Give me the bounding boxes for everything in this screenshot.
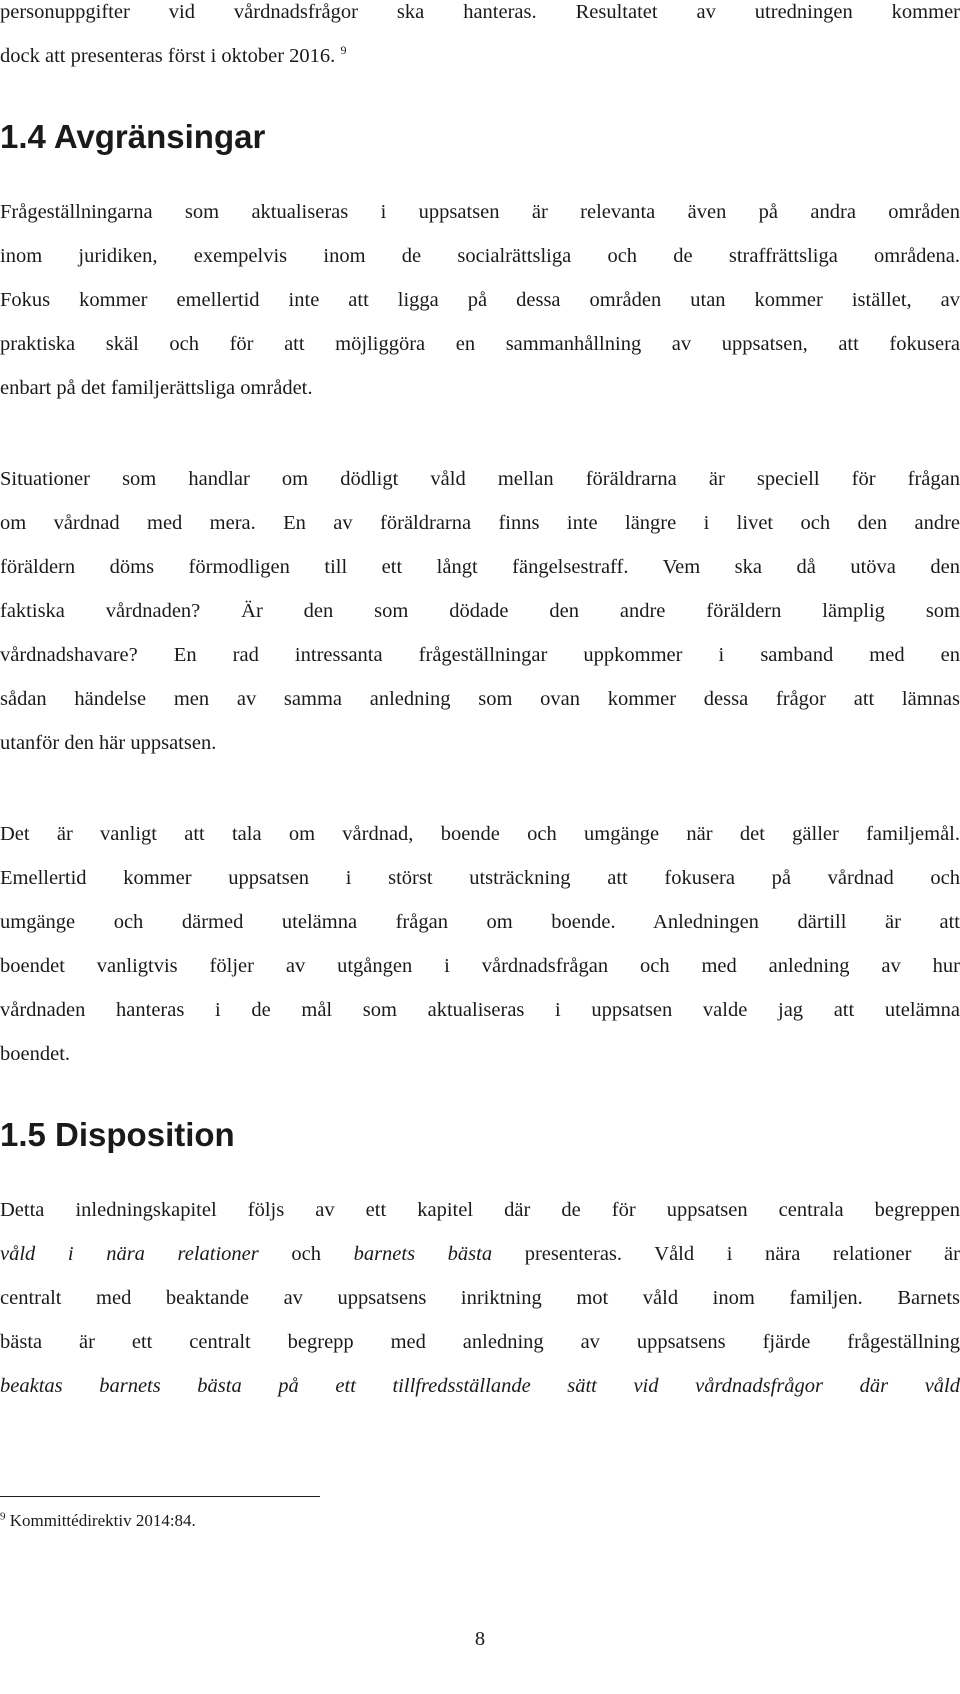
body-text-line xyxy=(0,1244,960,1265)
section-heading-1-4: 1.4 Avgränsingar xyxy=(0,118,266,155)
body-text: och xyxy=(258,1243,354,1265)
body-text-line: inom juridiken, exempelvis inom de socialrättsliga och de straffrättsliga områdena. xyxy=(0,245,960,267)
body-text: presenteras. Våld i nära relationer är xyxy=(492,1243,960,1265)
body-text-line: faktiska vårdnaden? Är den som dödade den andre föräldern lämplig som xyxy=(0,600,960,622)
footnote-separator xyxy=(0,1496,320,1497)
body-text-line: föräldern döms förmodligen till ett långt fängelsestraff. Vem ska då utöva den xyxy=(0,556,960,578)
body-text-line: sådan händelse men av samma anledning som ovan kommer dessa frågor att lämnas xyxy=(0,688,960,710)
body-text-line: vårdnaden hanteras i de mål som aktualiseras i uppsatsen valde jag att utelämna xyxy=(0,999,960,1021)
footnote-number: 9 xyxy=(0,1510,6,1523)
body-text-line: boendet. xyxy=(0,1043,71,1065)
body-text-line: Fokus kommer emellertid inte att ligga på dessa områden utan kommer istället, av xyxy=(0,289,960,311)
body-text-line: umgänge och därmed utelämna frågan om boende. Anledningen därtill är att xyxy=(0,911,960,933)
body-text-line: Frågeställningarna som aktualiseras i uppsatsen är relevanta även på andra områden xyxy=(0,201,960,223)
footnote-reference: 9 xyxy=(340,43,347,58)
italic-term: våld i nära relationer xyxy=(0,1243,259,1265)
italic-term: barnets bästa xyxy=(353,1243,493,1265)
body-text-line: Emellertid kommer uppsatsen i störst utsträckning att fokusera på vårdnad och xyxy=(0,867,960,889)
body-text-line xyxy=(0,1376,960,1397)
body-text-line: om vårdnad med mera. En av föräldrarna finns inte längre i livet och den andre xyxy=(0,512,960,534)
footnote-text: Kommittédirektiv 2014:84. xyxy=(5,1511,196,1530)
section-heading-1-5: 1.5 Disposition xyxy=(0,1116,235,1153)
page-number: 8 xyxy=(474,1628,486,1650)
body-text-line: Detta inledningskapitel följs av ett kapitel där de för uppsatsen centrala begreppen xyxy=(0,1199,960,1221)
body-text-line: personuppgifter vid vårdnadsfrågor ska hanteras. Resultatet av utredningen kommer xyxy=(0,1,960,23)
body-text-line: utanför den här uppsatsen. xyxy=(0,732,217,754)
body-text-line: praktiska skäl och för att möjliggöra en sammanhållning av uppsatsen, att fokusera xyxy=(0,333,960,355)
body-text: dock att presenteras först i oktober 2016. xyxy=(0,45,336,67)
body-text-line: vårdnadshavare? En rad intressanta frågeställningar uppkommer i samband med en xyxy=(0,644,960,666)
body-text-line: enbart på det familjerättsliga området. xyxy=(0,377,313,399)
body-text-line: centralt med beaktande av uppsatsens inriktning mot våld inom familjen. Barnets xyxy=(0,1287,960,1309)
italic-question: beaktas barnets bästa på ett tillfredsställande sätt vid vårdnadsfrågor där våld xyxy=(0,1375,960,1397)
body-text-line xyxy=(0,43,960,67)
footnote xyxy=(0,1512,196,1529)
body-text-line: bästa är ett centralt begrepp med anledning av uppsatsens fjärde frågeställning xyxy=(0,1331,960,1353)
body-text-line: Det är vanligt att tala om vårdnad, boende och umgänge när det gäller familjemål. xyxy=(0,823,960,845)
body-text-line: boendet vanligtvis följer av utgången i vårdnadsfrågan och med anledning av hur xyxy=(0,955,960,977)
body-text-line: Situationer som handlar om dödligt våld mellan föräldrarna är speciell för frågan xyxy=(0,468,960,490)
